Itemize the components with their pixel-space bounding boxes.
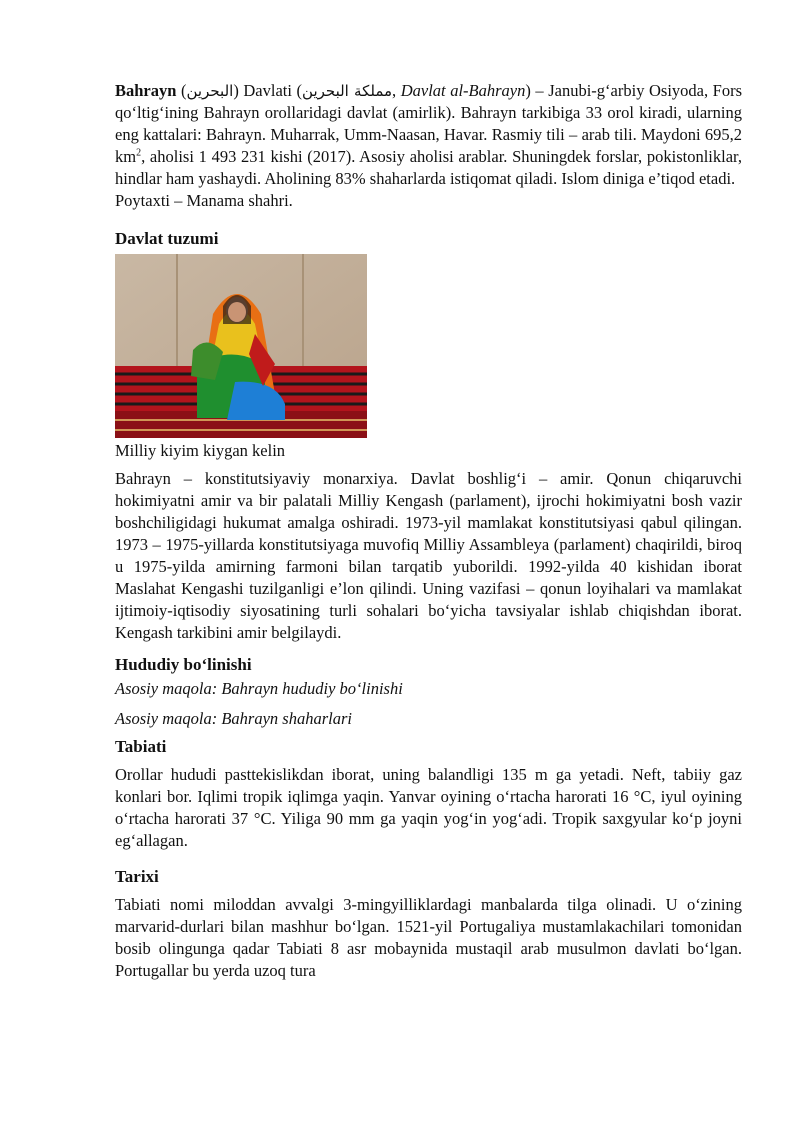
superscript: 2: [136, 147, 142, 159]
heading-hududiy-bolinishi: Hududiy bo‘linishi: [115, 655, 252, 674]
davlati-word: Davlati: [243, 81, 292, 100]
heading-tarixi: Tarixi: [115, 867, 159, 886]
intro-paragraph: Bahrayn (البحرين) Davlati (مملكة البحرين, Davlat al-Bahrayn) – Janubi-g‘arbiy Osiyoda, Fors qo‘ltig‘ining Bahrayn orollaridagi davlat (amirlik). Bahrayn tarkibiga 33 orol kiradi, ularning eng kattalari: Bahrayn. Muharrak, Umm-Naasan, Havar. Rasmiy tili – arab tili. Maydoni 695,2 $km^2$, aholisi 1 493 231 kishi (2017). Asosiy aholisi arablar. Shuningdek forslar, pokistonliklar, hindlar ham yashaydi. Aholining 83% shaharlarda istiqomat qiladi. Islom diniga e’tiqod etadi.: [115, 81, 743, 188]
tabiat-paragraph: Orollar hududi pasttekislikdan iborat, uning balandligi 135 m ga yetadi. Neft, tabiiy gaz konlari bor. Iqlimi tropik iqlimga yaqin. Yanvar oyining o‘rtacha harorati 16 °C, iyul oyining o‘rtacha harorati 37 °C. Yiliga 90 mm ga yaqin yog‘in yog‘adi. Tropik saxgyular ko‘p joyni eg‘allagan.: [115, 765, 742, 850]
arabic-name: البحرين: [186, 82, 234, 100]
transliterated-name: Davlat al-Bahrayn: [400, 81, 526, 100]
davlat-paragraph: Bahrayn – konstitutsiyaviy monarxiya. Davlat boshlig‘i – amir. Qonun chiqaruvchi hokimiyatni amir va bir palatali Milliy Kengash (parlament), ijrochi hokimiyatni bosh vazir boshchiligidagi hukumat amalga oshiradi. 1973-yil mamlakat konstitutsiyasi qabul qilingan. 1973 – 1975-yillarda konstitutsiyaga muvofiq Milliy Assambleya (parlament) chaqirildi, biroq u 1975-yilda amirning farmoni bilan tarqatib yuborildi. 1992-yilda 40 kishidan iborat Maslahat Kengashi tuzilganligi e’lon qilindi. Uning vazifasi – qonun loyihalari va mamlakat ijtimoiy-iqtisodiy siyosatining turli sohalari bo‘yicha tavsiyalar ishlab chiqishdan iborat. Kengash tarkibini amir belgilaydi.: [115, 469, 742, 642]
photo-caption: Milliy kiyim kiygan kelin: [115, 441, 286, 460]
main-article-link-2[interactable]: Asosiy maqola: Bahrayn shaharlari: [115, 709, 352, 728]
intro-text: – Janubi-g‘arbiy Osiyoda, Fors qo‘ltig‘ining Bahrayn orollaridagi davlat (amirlik). Bahrayn tarkibiga 33 orol kiradi, ularning eng kattalari: Bahrayn. Muharrak, Umm-Naasan, Havar. Rasmiy tili – arab tili. Maydoni 695,2 km: [115, 81, 743, 166]
heading-davlat-tuzumi: Davlat tuzumi: [115, 229, 219, 248]
intro-last-line: Poytaxti – Manama shahri.: [115, 191, 293, 210]
heading-tabiati: Tabiati: [115, 737, 167, 756]
bride-photo: [115, 254, 367, 438]
arabic-state-name: مملكة البحرين: [302, 82, 393, 100]
intro-rest: , aholisi 1 493 231 kishi (2017). Asosiy aholisi arablar. Shuningdek forslar, pokistonliklar, hindlar ham yashaydi. Aholining 83% shaharlarda istiqomat qiladi. Islom diniga e’tiqod etadi.: [115, 147, 742, 188]
country-name: Bahrayn: [115, 81, 177, 100]
main-article-link-1[interactable]: Asosiy maqola: Bahrayn hududiy bo‘linishi: [115, 679, 403, 698]
document-page: [115, 80, 742, 982]
tarix-paragraph: Tabiati nomi miloddan avvalgi 3-mingyilliklardagi manbalarda tilga olinadi. U o‘zining marvarid-durlari bilan mashhur bo‘lgan. 1521-yil Portugaliya mustamlakachilari tomonidan bosib olingunga qadar Tabiati 8 asr mobaynida mustaqil arab musulmon davlati bo‘lgan. Portugallar bu yerda uzoq tura: [115, 895, 742, 980]
